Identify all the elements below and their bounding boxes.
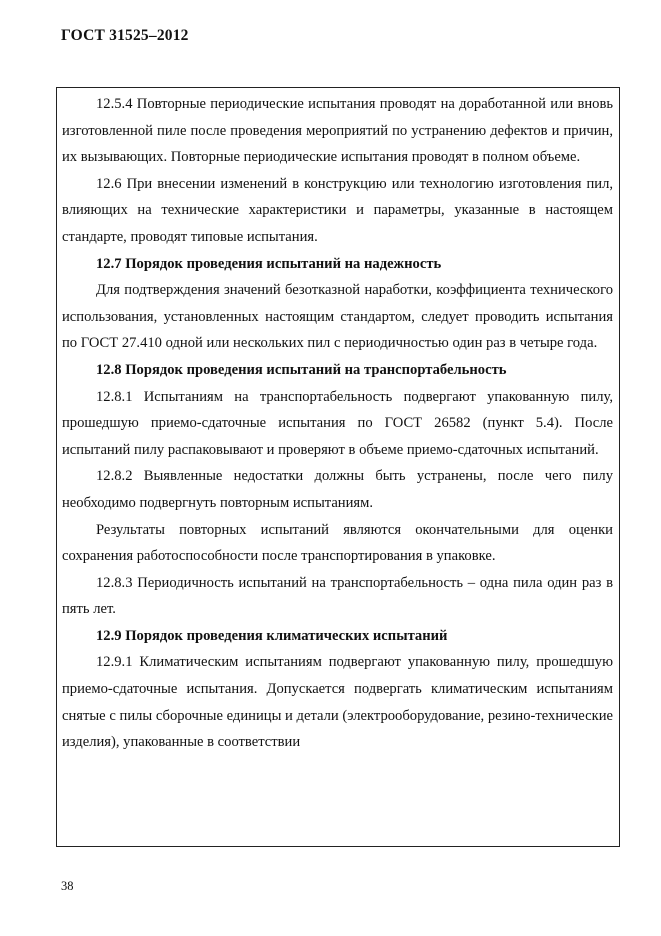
document-header: ГОСТ 31525–2012 — [61, 27, 189, 44]
heading-12-7: 12.7 Порядок проведения испытаний на надежность — [96, 255, 442, 272]
heading-12-9: 12.9 Порядок проведения климатических испытаний — [96, 627, 448, 644]
para-12-9-1: 12.9.1 Климатическим испытаниям подвергают упакованную пилу, прошедшую приемо-сдаточные испытания. Допускается подвергать климатическим испытаниям снятые с пилы сборочные единицы и детали (электрооборудование, резино-технические изделия), упакованные в соответствии — [62, 654, 613, 751]
text-frame — [56, 87, 620, 847]
para-12-7-body: Для подтверждения значений безотказной наработки, коэффициента технического использования, установленных настоящим стандартом, следует проводить испытания по ГОСТ 27.410 одной или нескольких пил с периодичностью один раз в четыре года. — [62, 282, 613, 352]
para-12-8-2-results: Результаты повторных испытаний являются окончательными для оценки сохранения работоспособности после транспортирования в упаковке. — [62, 521, 613, 565]
para-12-8-2: 12.8.2 Выявленные недостатки должны быть устранены, после чего пилу необходимо подвергнуть повторным испытаниям. — [62, 468, 613, 511]
para-12-5-4: 12.5.4 Повторные периодические испытания проводят на доработанной или вновь изготовленной пиле после проведения мероприятий по устранению дефектов и причин, их вызывающих. Повторные периодические испытания проводят в полном объеме. — [62, 96, 613, 166]
page-content — [62, 91, 613, 756]
para-12-8-3: 12.8.3 Периодичность испытаний на транспортабельность – одна пила один раз в пять лет. — [62, 574, 613, 618]
para-12-6: 12.6 При внесении изменений в конструкцию или технологию изготовления пил, влияющих на технические характеристики и параметры, указанные в настоящем стандарте, проводят типовые испытания. — [62, 175, 613, 245]
heading-12-8: 12.8 Порядок проведения испытаний на транспортабельность — [96, 361, 507, 378]
page-number: 38 — [61, 879, 74, 893]
para-12-8-1: 12.8.1 Испытаниям на транспортабельность подвергают упакованную пилу, прошедшую приемо-сдаточные испытания по ГОСТ 26582 (пункт 5.4). После испытаний пилу распаковывают и проверяют в объеме приемо-сдаточных испытаний. — [62, 388, 613, 458]
